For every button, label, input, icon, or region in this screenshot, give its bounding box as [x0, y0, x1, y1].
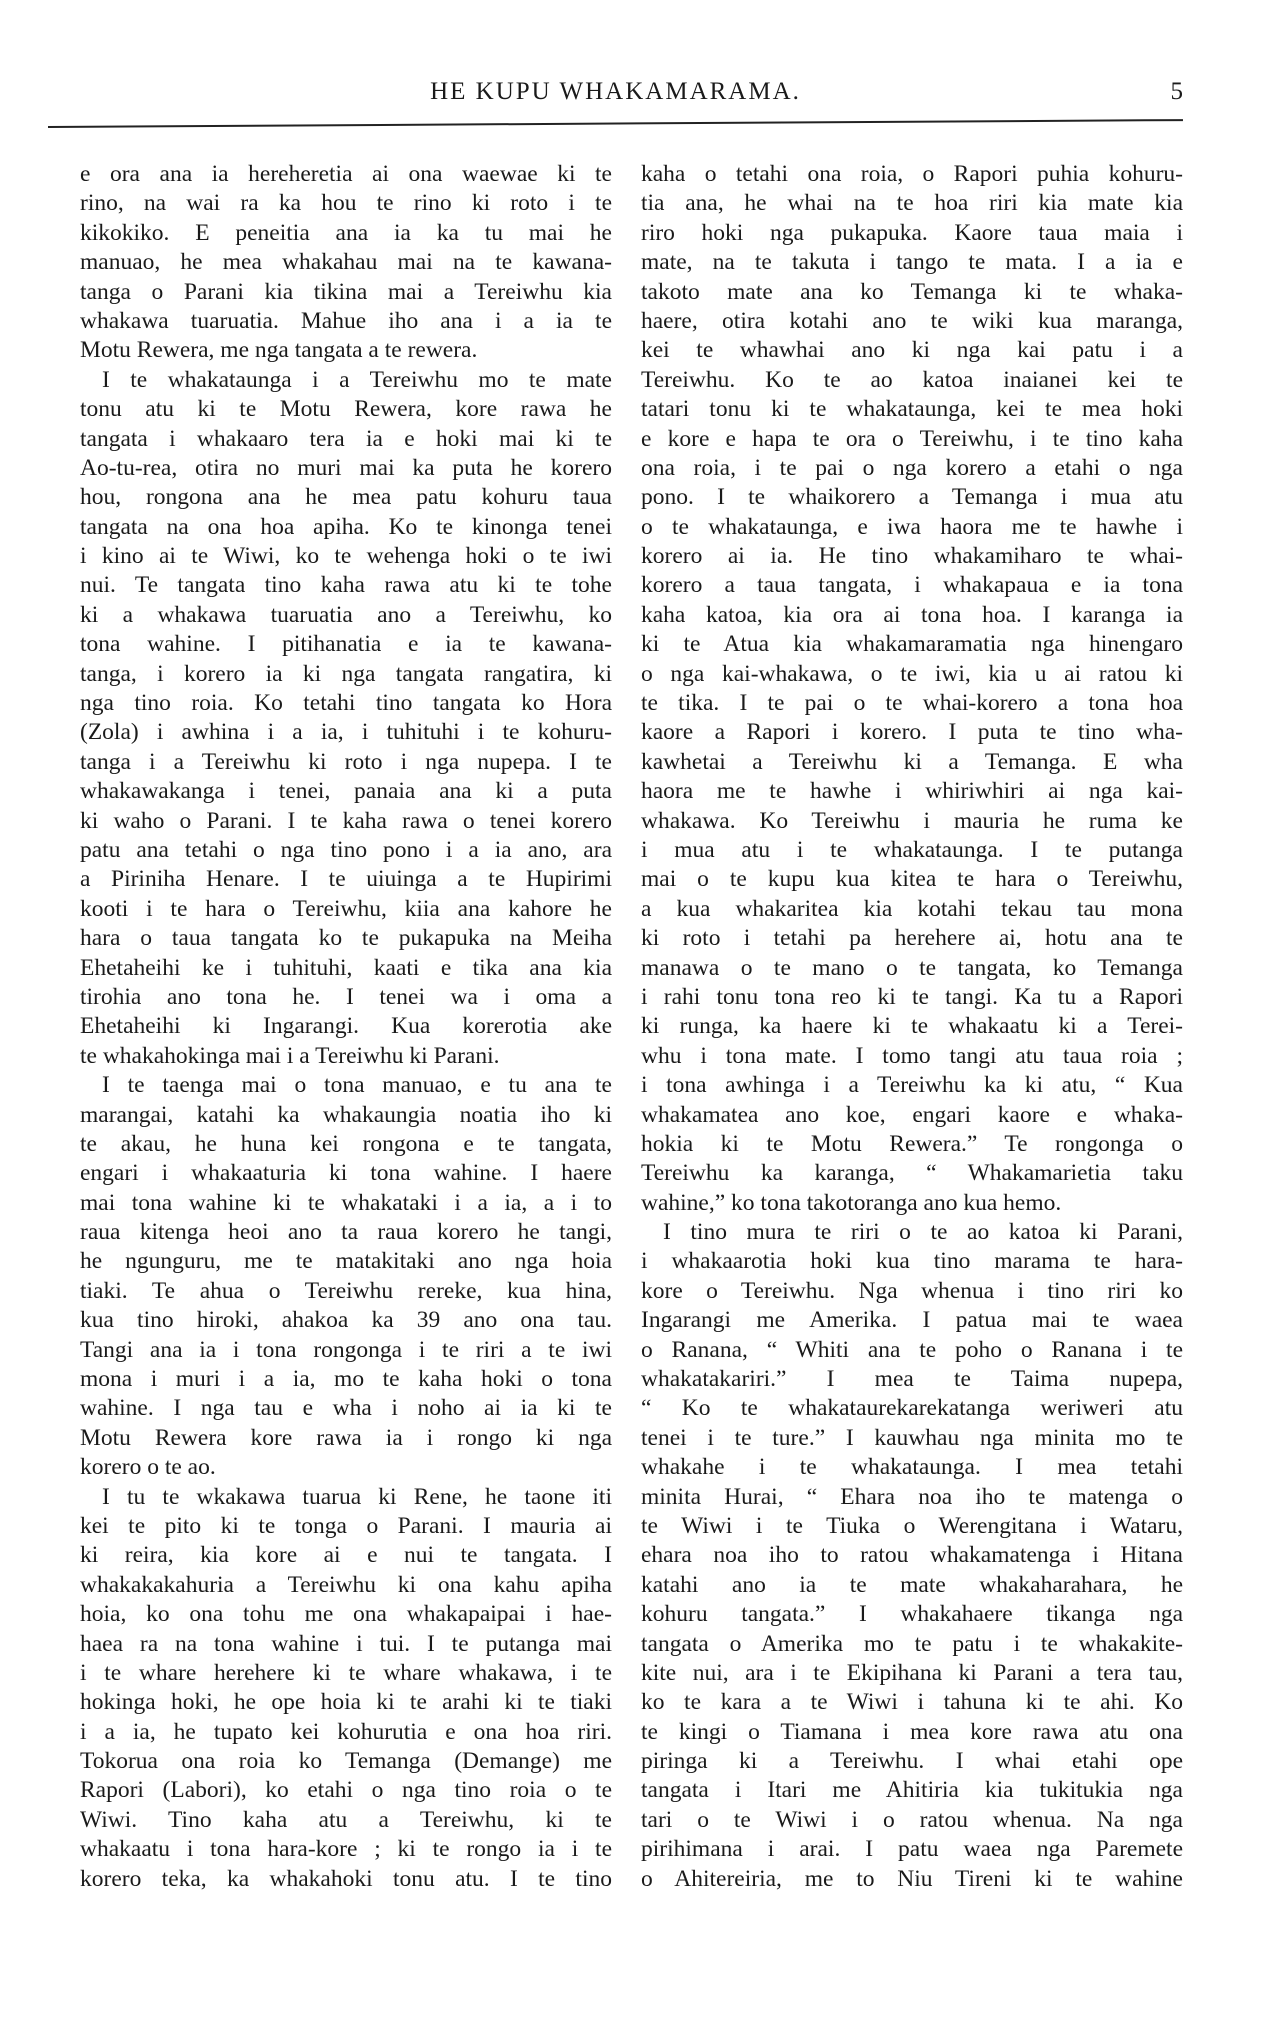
text-line: a kua whakaritea kia kotahi tekau tau mona	[641, 895, 1183, 922]
text-line: i tona awhinga i a Tereiwhu ka ki atu, “ Kua	[641, 1072, 1183, 1099]
paragraph	[641, 1218, 1183, 1894]
text-line: Tangi ana ia i tona rongonga i te riri a te iwi	[80, 1336, 612, 1363]
text-line: tangata o Amerika mo te patu i te whakakite-	[641, 1630, 1183, 1657]
text-line: korero ai ia. He tino whakamiharo te whai-	[641, 543, 1183, 570]
header-rule	[48, 119, 1183, 128]
text-line: whakaatu i tona hara-kore ; ki te rongo ia i te	[80, 1836, 612, 1863]
text-line: tonu atu ki te Motu Rewera, kore rawa he	[80, 396, 612, 423]
text-line: korero a taua tangata, i whakapaua e ia tona	[641, 572, 1183, 599]
text-line: kaha katoa, kia ora ai tona hoa. I karanga ia	[641, 601, 1183, 628]
text-line: te whakahokinga mai i a Tereiwhu ki Parani.	[80, 1042, 500, 1069]
text-line: I te taenga mai o tona manuao, e tu ana te	[102, 1072, 612, 1099]
text-line: “ Ko te whakataurekarekatanga weriweri atu	[641, 1395, 1183, 1422]
text-line: piringa ki a Tereiwhu. I whai etahi ope	[641, 1748, 1183, 1775]
text-line: hokinga hoki, he ope hoia ki te arahi ki te tiaki	[80, 1689, 612, 1716]
text-line: (Zola) i awhina i a ia, i tuhituhi i te kohuru-	[80, 719, 612, 746]
text-line: tona wahine. I pitihanatia e ia te kawana-	[80, 631, 612, 658]
text-line: pono. I te whaikorero a Temanga i mua atu	[641, 484, 1183, 511]
text-line: o te whakataunga, e iwa haora me te hawhe i	[641, 513, 1183, 540]
text-line: minita Hurai, “ Ehara noa iho te matenga o	[641, 1483, 1183, 1510]
left-column	[80, 160, 612, 1894]
paragraph	[641, 160, 1183, 1218]
text-line: mai tona wahine ki te whakataki i a ia, a i to	[80, 1189, 612, 1216]
text-line: kaore a Rapori i korero. I puta te tino wha-	[641, 719, 1183, 746]
text-line: marangai, katahi ka whakaungia noatia iho ki	[80, 1101, 612, 1128]
page-title: HE KUPU WHAKAMARAMA.	[430, 78, 801, 105]
text-line: i whakaarotia hoki kua tino marama te hara-	[641, 1248, 1183, 1275]
text-line: te tika. I te pai o te whai-korero a tona hoa	[641, 690, 1183, 717]
text-line: Tereiwhu. Ko te ao katoa inaianei kei te	[641, 366, 1183, 393]
text-line: te Wiwi i te Tiuka o Werengitana i Wataru,	[641, 1512, 1183, 1539]
text-line: Wiwi. Tino kaha atu a Tereiwhu, ki te	[80, 1806, 612, 1833]
text-line: ki reira, kia kore ai e nui te tangata. I	[80, 1542, 612, 1569]
text-line: tari o te Wiwi i o ratou whenua. Na nga	[641, 1806, 1183, 1833]
text-line: Ehetaheihi ki Ingarangi. Kua korerotia ake	[80, 1013, 612, 1040]
text-line: ehara noa iho to ratou whakamatenga i Hitana	[641, 1542, 1183, 1569]
text-line: Motu Rewera, me nga tangata a te rewera.	[80, 337, 478, 364]
text-line: hokia ki te Motu Rewera.” Te rongonga o	[641, 1130, 1183, 1157]
text-line: riro hoki nga pukapuka. Kaore taua maia i	[641, 219, 1183, 246]
text-line: engari i whakaaturia ki tona wahine. I haere	[80, 1160, 612, 1187]
paragraph	[80, 366, 612, 1071]
running-header	[48, 78, 1183, 118]
text-line: tenei i te ture.” I kauwhau nga minita mo te	[641, 1424, 1183, 1451]
text-line: ki waho o Parani. I te kaha rawa o tenei korero	[80, 807, 612, 834]
text-line: kite nui, ara i te Ekipihana ki Parani a tera tau,	[641, 1659, 1183, 1686]
text-line: kore o Tereiwhu. Nga whenua i tino riri ko	[641, 1277, 1183, 1304]
text-line: i te whare herehere ki te whare whakawa, i te	[80, 1659, 612, 1686]
text-line: whakawa tuaruatia. Mahue iho ana i a ia te	[80, 307, 612, 334]
text-line: tangata i Itari me Ahitiria kia tukitukia nga	[641, 1777, 1183, 1804]
text-line: kooti i te hara o Tereiwhu, kiia ana kahore he	[80, 895, 612, 922]
text-line: wahine. I nga tau e wha i noho ai ia ki te	[80, 1395, 612, 1422]
text-line: tirohia ano tona he. I tenei wa i oma a	[80, 983, 612, 1010]
text-line: nga tino roia. Ko tetahi tino tangata ko Hora	[80, 690, 612, 717]
text-line: raua kitenga heoi ano ta raua korero he tangi,	[80, 1219, 612, 1246]
text-line: tatari tonu ki te whakataunga, kei te mea hoki	[641, 396, 1183, 423]
text-line: whakatakariri.” I mea te Taima nupepa,	[641, 1366, 1183, 1393]
text-line: ki runga, ka haere ki te whakaatu ki a Terei-	[641, 1013, 1183, 1040]
text-line: a Piriniha Henare. I te uiuinga a te Hupirimi	[80, 866, 612, 893]
text-line: rino, na wai ra ka hou te rino ki roto i te	[80, 190, 612, 217]
text-line: whakakakahuria a Tereiwhu ki ona kahu apiha	[80, 1571, 612, 1598]
text-line: hoia, ko ona tohu me ona whakapaipai i hae-	[80, 1601, 612, 1628]
text-line: o Ranana, “ Whiti ana te poho o Ranana i te	[641, 1336, 1183, 1363]
text-line: tangata na ona hoa apiha. Ko te kinonga tenei	[80, 513, 612, 540]
text-line: e kore e hapa te ora o Tereiwhu, i te tino kaha	[641, 425, 1183, 452]
text-line: takoto mate ana ko Temanga ki te whaka-	[641, 278, 1183, 305]
text-line: whu i tona mate. I tomo tangi atu taua roia ;	[641, 1042, 1183, 1069]
text-line: katahi ano ia te mate whakaharahara, he	[641, 1571, 1183, 1598]
text-line: ki roto i tetahi pa herehere ai, hotu ana te	[641, 925, 1183, 952]
text-line: I tu te wkakawa tuarua ki Rene, he taone iti	[102, 1483, 612, 1510]
text-line: ki a whakawa tuaruatia ano a Tereiwhu, ko	[80, 601, 612, 628]
text-line: Ingarangi me Amerika. I patua mai te waea	[641, 1307, 1183, 1334]
text-line: o Ahitereiria, me to Niu Tireni ki te wahine	[641, 1865, 1183, 1892]
text-line: wahine,” ko tona takotoranga ano kua hemo.	[641, 1189, 1062, 1216]
text-line: te akau, he huna kei rongona e te tangata,	[80, 1130, 612, 1157]
text-line: kei te pito ki te tonga o Parani. I mauria ai	[80, 1512, 612, 1539]
text-line: haere, otira kotahi ano te wiki kua maranga,	[641, 307, 1183, 334]
text-line: i kino ai te Wiwi, ko te wehenga hoki o te iwi	[80, 543, 612, 570]
text-line: kei te whawhai ano ki nga kai patu i a	[641, 337, 1183, 364]
text-line: manawa o te mano o te tangata, ko Temanga	[641, 954, 1183, 981]
text-line: haea ra na tona wahine i tui. I te putanga mai	[80, 1630, 612, 1657]
text-line: kikokiko. E peneitia ana ia ka tu mai he	[80, 219, 612, 246]
text-line: Ehetaheihi ke i tuhituhi, kaati e tika ana kia	[80, 954, 612, 981]
text-line: hou, rongona ana he mea patu kohuru taua	[80, 484, 612, 511]
text-line: kaha o tetahi ona roia, o Rapori puhia kohuru-	[641, 161, 1183, 187]
text-line: Tereiwhu ka karanga, “ Whakamarietia taku	[641, 1160, 1183, 1187]
text-line: nui. Te tangata tino kaha rawa atu ki te tohe	[80, 572, 612, 599]
text-line: korero teka, ka whakahoki tonu atu. I te tino	[80, 1865, 612, 1892]
text-line: tia ana, he whai na te hoa riri kia mate kia	[641, 190, 1183, 217]
text-line: mai o te kupu kua kitea te hara o Tereiwhu,	[641, 866, 1183, 893]
text-line: whakamatea ano koe, engari kaore e whaka-	[641, 1101, 1183, 1128]
text-line: ki te Atua kia whakamaramatia nga hinengaro	[641, 631, 1183, 658]
text-line: kawhetai a Tereiwhu ki a Temanga. E wha	[641, 748, 1183, 775]
text-line: i rahi tonu tona reo ki te tangi. Ka tu a Rapori	[641, 983, 1183, 1010]
text-line: kua tino hiroki, ahakoa ka 39 ano ona tau.	[80, 1307, 612, 1334]
page-number: 5	[1170, 78, 1183, 105]
text-line: I te whakataunga i a Tereiwhu mo te mate	[102, 366, 612, 393]
text-line: whakahe i te whakataunga. I mea tetahi	[641, 1454, 1183, 1481]
text-line: i a ia, he tupato kei kohurutia e ona hoa riri.	[80, 1718, 612, 1745]
text-line: whakawa. Ko Tereiwhu i mauria he ruma ke	[641, 807, 1183, 834]
text-line: hara o taua tangata ko te pukapuka na Meiha	[80, 925, 612, 952]
text-line: e ora ana ia hereheretia ai ona waewae ki te	[80, 161, 612, 187]
text-line: I tino mura te riri o te ao katoa ki Parani,	[663, 1219, 1183, 1246]
text-line: ona roia, i te pai o nga korero a etahi o nga	[641, 454, 1183, 481]
paragraph	[80, 1483, 612, 1894]
text-line: ko te kara a te Wiwi i tahuna ki te ahi. Ko	[641, 1689, 1183, 1716]
text-line: kohuru tangata.” I whakahaere tikanga nga	[641, 1601, 1183, 1628]
text-line: he ngunguru, me te matakitaki ano nga hoia	[80, 1248, 612, 1275]
text-line: whakawakanga i tenei, panaia ana ki a puta	[80, 778, 612, 805]
text-line: tiaki. Te ahua o Tereiwhu rereke, kua hina,	[80, 1277, 612, 1304]
text-line: manuao, he mea whakahau mai na te kawana-	[80, 249, 612, 276]
text-line: tanga, i korero ia ki nga tangata rangatira, ki	[80, 660, 612, 687]
text-line: mona i muri i a ia, mo te kaha hoki o tona	[80, 1366, 612, 1393]
text-line: patu ana tetahi o nga tino pono i a ia ano, ara	[80, 836, 612, 863]
text-line: te kingi o Tiamana i mea kore rawa atu ona	[641, 1718, 1183, 1745]
text-line: o nga kai-whakawa, o te iwi, kia u ai ratou ki	[641, 660, 1183, 687]
right-column	[641, 160, 1183, 1894]
text-line: tangata i whakaaro tera ia e hoki mai ki te	[80, 425, 612, 452]
text-line: korero o te ao.	[80, 1454, 216, 1481]
text-line: tanga o Parani kia tikina mai a Tereiwhu kia	[80, 278, 612, 305]
text-line: i mua atu i te whakataunga. I te putanga	[641, 836, 1183, 863]
text-line: tanga i a Tereiwhu ki roto i nga nupepa. I te	[80, 748, 612, 775]
text-line: mate, na te takuta i tango te mata. I a ia e	[641, 249, 1183, 276]
paragraph	[80, 160, 612, 366]
paragraph	[80, 1071, 612, 1482]
text-line: Rapori (Labori), ko etahi o nga tino roia o te	[80, 1777, 612, 1804]
text-line: pirihimana i arai. I patu waea nga Paremete	[641, 1836, 1183, 1863]
text-line: Tokorua ona roia ko Temanga (Demange) me	[80, 1748, 612, 1775]
text-line: Motu Rewera kore rawa ia i rongo ki nga	[80, 1424, 612, 1451]
text-line: haora me te hawhe i whiriwhiri ai nga kai-	[641, 778, 1183, 805]
text-line: Ao-tu-rea, otira no muri mai ka puta he korero	[80, 454, 612, 481]
